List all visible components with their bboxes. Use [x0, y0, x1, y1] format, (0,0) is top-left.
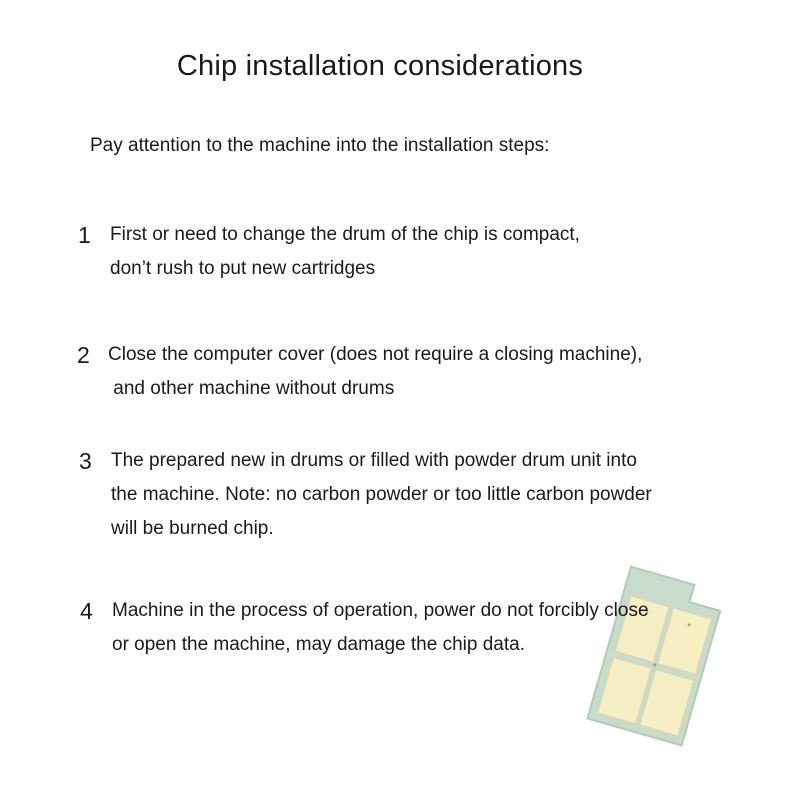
step-2 [108, 338, 642, 406]
step-4 [112, 594, 649, 662]
step-3 [111, 444, 652, 546]
step-4-line-1: Machine in the process of operation, power do not forcibly close [112, 600, 649, 621]
step-1 [110, 218, 580, 286]
intro-text: Pay attention to the machine into the installation steps: [90, 135, 550, 156]
step-2-line-1: Close the computer cover (does not require a closing machine), [108, 344, 643, 365]
step-4-number: 4 [80, 598, 93, 624]
step-2-number: 2 [77, 342, 90, 368]
step-3-line-2: the machine. Note: no carbon powder or too little carbon powder [111, 484, 652, 505]
step-1-line-1: First or need to change the drum of the chip is compact, [110, 224, 580, 245]
step-2-line-2: and other machine without drums [108, 378, 395, 399]
step-3-line-3: will be burned chip. [111, 518, 274, 539]
page-title: Chip installation considerations [176, 50, 584, 82]
step-3-line-1: The prepared new in drums or filled with powder drum unit into [111, 450, 637, 471]
step-1-line-2: don’t rush to put new cartridges [110, 258, 376, 279]
step-1-number: 1 [78, 222, 91, 248]
step-4-line-2: or open the machine, may damage the chip data. [112, 634, 525, 655]
step-3-number: 3 [79, 448, 92, 474]
